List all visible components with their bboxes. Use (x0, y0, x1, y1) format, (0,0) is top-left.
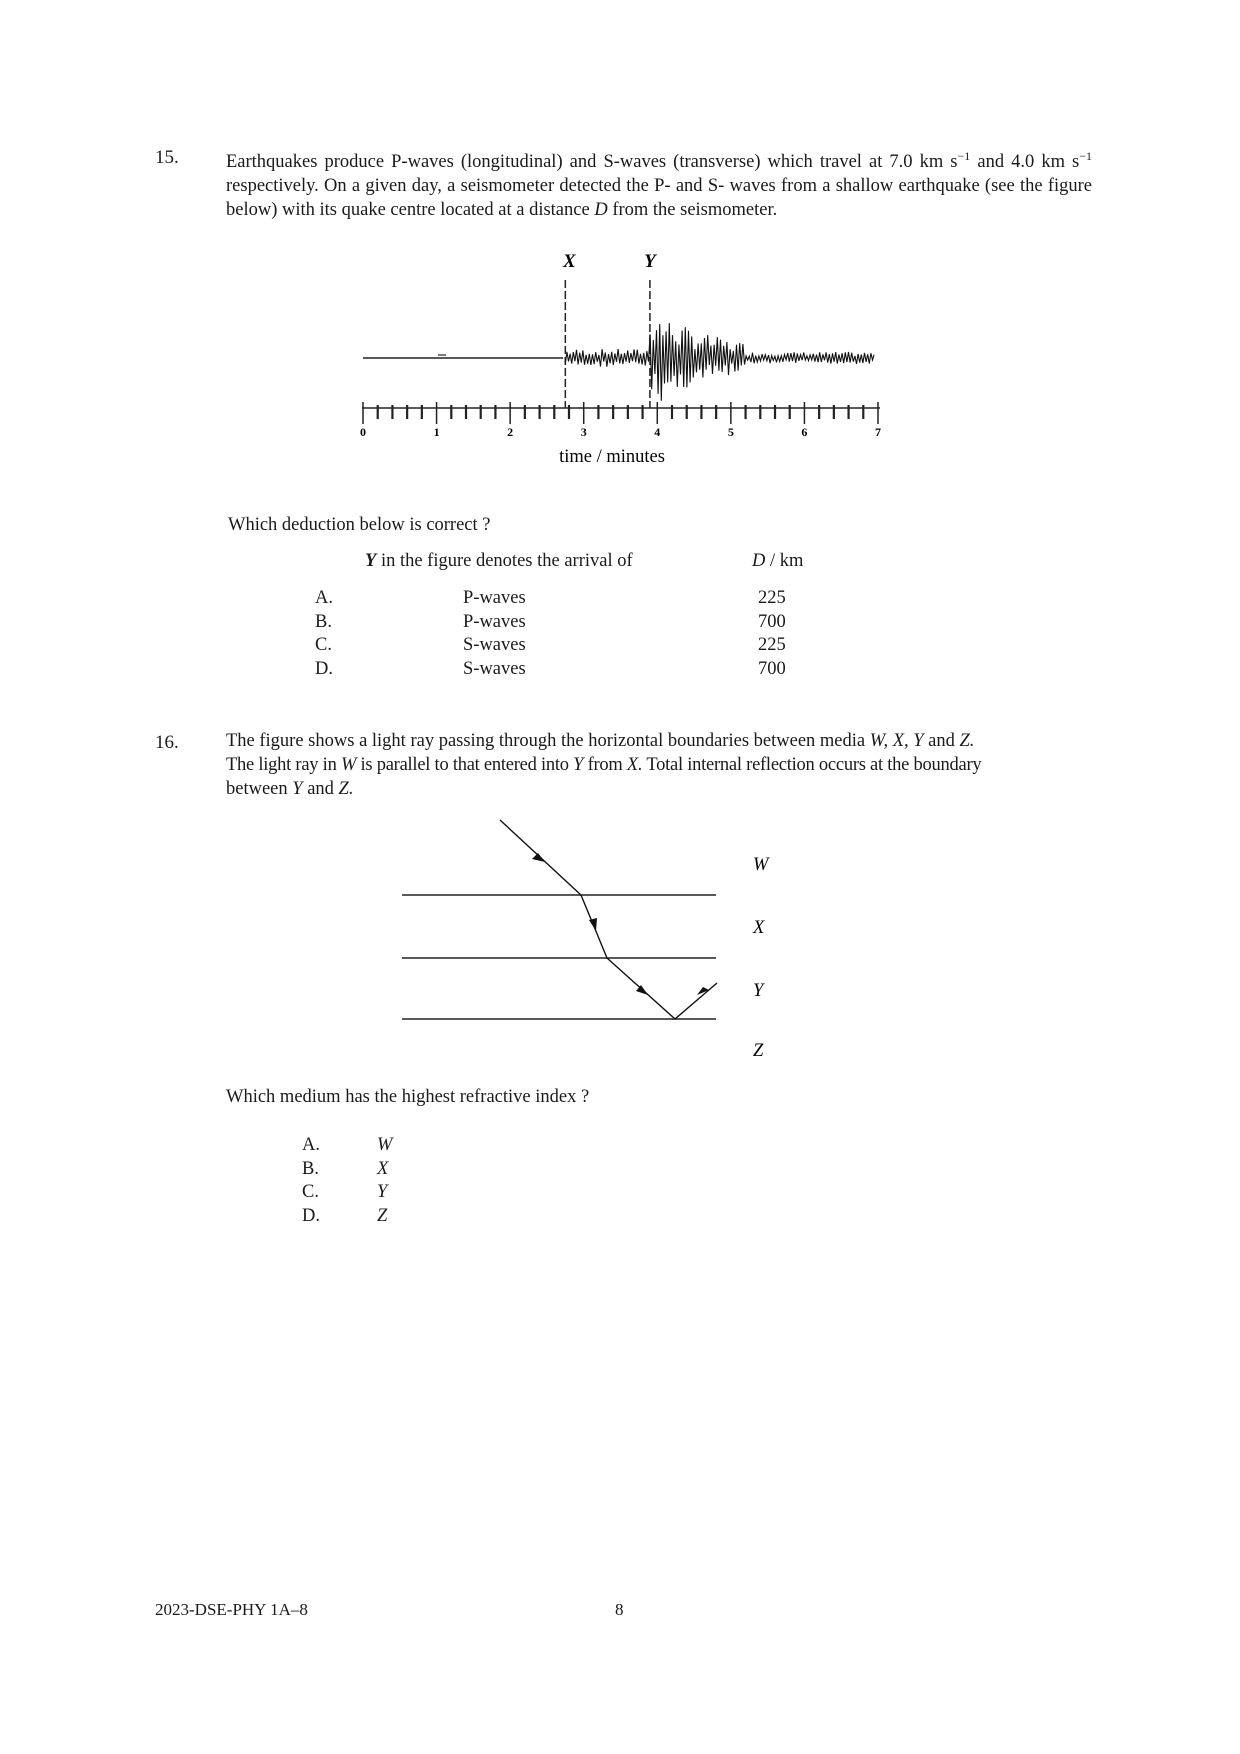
tick-label: 3 (580, 425, 587, 439)
q16-line1-var2: Z. (959, 731, 975, 751)
q15-var-d: D (594, 200, 608, 221)
option-distance: 700 (758, 611, 786, 632)
q15-sup-2: −1 (1079, 149, 1092, 163)
q16-line2-a: The light ray in (226, 755, 341, 775)
option-wave-type: S-waves (463, 635, 526, 655)
time-axis-label: time / minutes (559, 447, 665, 467)
option-letter: D. (315, 658, 333, 679)
tick-label: 4 (654, 425, 661, 439)
footer-page-number: 8 (615, 1600, 624, 1619)
option-wave-type: S-waves (463, 658, 526, 679)
q15-text-2: and 4.0 km s (970, 152, 1080, 173)
q16-line2-d: Total internal reflection occurs at the boundary (642, 755, 982, 775)
option-row[interactable] (302, 1134, 502, 1158)
q16-line3-var1: Y (292, 779, 303, 799)
option-row[interactable] (302, 1205, 502, 1229)
option-letter: A. (302, 1135, 320, 1155)
option-row[interactable] (315, 634, 815, 658)
question-16-number: 16. (155, 732, 179, 753)
tick-label: 5 (727, 425, 734, 439)
option-medium: Z (377, 1205, 388, 1226)
q15-column-header-2 (752, 551, 803, 572)
q16-line2-var1: W (340, 755, 357, 775)
medium-label-y: Y (753, 981, 764, 1001)
option-distance: 225 (758, 588, 786, 608)
light-ray-figure (390, 810, 790, 1070)
q16-line-2 (226, 753, 1096, 777)
question-16-text (226, 729, 1096, 801)
light-ray (500, 820, 717, 1019)
q16-line-1 (226, 729, 1096, 753)
question-16-prompt: Which medium has the highest refractive index ? (226, 1087, 590, 1107)
option-letter: C. (302, 1182, 319, 1202)
q16-line1-vars: W, X, Y (869, 731, 924, 751)
option-row[interactable] (302, 1181, 502, 1205)
option-letter: C. (315, 635, 332, 655)
medium-label-x: X (753, 918, 765, 938)
option-letter: B. (302, 1158, 319, 1179)
option-row[interactable] (302, 1158, 502, 1182)
q15-text-3: respectively. On a given day, a seismometer detected the P- and S- waves from a shallow earthquake (see the figure below) with its quake centre located at a distance (226, 176, 1092, 221)
q16-line1-a: The figure shows a light ray passing through the horizontal boundaries between media (226, 731, 870, 751)
q16-line2-var2: Y (573, 755, 584, 775)
q16-line-3 (226, 777, 1096, 801)
question-15-prompt: Which deduction below is correct ? (228, 515, 491, 535)
q16-line2-b: is parallel to that entered into (356, 755, 574, 775)
tick-label: 6 (801, 425, 808, 439)
medium-label-z: Z (753, 1041, 764, 1061)
question-15-text (226, 144, 1092, 222)
q16-line2-c: from (583, 755, 627, 775)
q15-options (315, 587, 815, 681)
q15-header-text-2: / km (765, 551, 804, 571)
q16-line3-a: between (226, 779, 293, 799)
q16-line2-var3: X. (626, 755, 643, 775)
q15-sup-1: −1 (957, 149, 971, 163)
option-row[interactable] (315, 658, 815, 682)
q16-options (302, 1134, 502, 1228)
option-letter: B. (315, 611, 332, 632)
option-wave-type: P-waves (463, 611, 526, 632)
tick-label: 2 (507, 425, 514, 439)
question-15-number: 15. (155, 147, 179, 168)
footer-paper-code: 2023-DSE-PHY 1A–8 (155, 1600, 308, 1619)
medium-label-w: W (753, 855, 769, 875)
tick-label: 0 (360, 425, 366, 439)
seismogram-figure (350, 240, 890, 480)
option-letter: D. (302, 1205, 320, 1226)
tick-label: 7 (875, 425, 881, 439)
option-medium: X (377, 1158, 389, 1179)
q15-header-text-1: in the figure denotes the arrival of (376, 551, 633, 571)
option-medium: W (377, 1135, 393, 1155)
option-row[interactable] (315, 587, 815, 611)
ray-arrow-x (589, 918, 597, 931)
q16-line3-b: and (302, 779, 339, 799)
q16-line3-var2: Z. (338, 779, 354, 799)
q15-header-var-d: D (752, 551, 766, 571)
q15-text-4: from the seismometer. (607, 200, 778, 221)
q15-text-1: Earthquakes produce P-waves (longitudinal) and S-waves (transverse) which travel at 7.0 km s (226, 152, 958, 173)
marker-x-label: X (562, 251, 576, 272)
tick-label: 1 (433, 425, 440, 439)
q15-column-header-1 (365, 551, 633, 572)
marker-y-label: Y (644, 251, 656, 272)
q15-header-var-y: Y (365, 551, 377, 571)
option-distance: 700 (758, 658, 786, 679)
option-distance: 225 (758, 635, 786, 655)
option-letter: A. (315, 588, 333, 608)
q16-line1-b: and (923, 731, 960, 751)
option-row[interactable] (315, 611, 815, 635)
seismogram-trace (565, 323, 874, 401)
ray-arrow-w (532, 853, 545, 862)
option-wave-type: P-waves (463, 588, 526, 608)
option-medium: Y (377, 1182, 388, 1202)
